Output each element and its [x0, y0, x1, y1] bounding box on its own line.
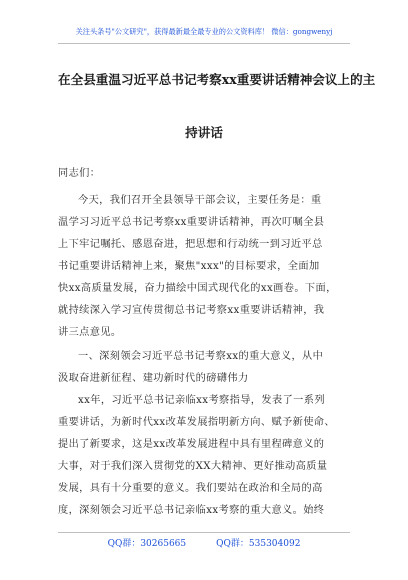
document-title-line1: 在全县重温习近平总书记考察xx重要讲话精神会议上的主	[58, 72, 376, 87]
paragraph-line: 大事，对于我们深入贯彻党的XX大精神、更好推动高质量	[58, 461, 328, 472]
paragraph-line: 温学习习近平总书记考察xx重要讲话精神，再次叮嘱全县	[58, 217, 325, 228]
paragraph-line: 今天，我们召开全县领导干部会议，主要任务是：重	[78, 195, 322, 206]
paragraph-1	[58, 190, 350, 344]
paragraph-line: 上下牢记嘱托、感恩奋进，把思想和行动统一到习近平总	[58, 239, 323, 250]
footer-divider	[58, 532, 350, 533]
footer-qq-group-2: QQ群：535304092	[216, 539, 301, 549]
section-heading-line: 汲取奋进新征程、建功新时代的磅礴伟力	[58, 373, 249, 384]
paragraph-line: xx年，习近平总书记亲临xx考察指导，发表了一系列	[78, 395, 325, 406]
section-heading-line: 一、深刻领会习近平总书记考察xx的重大意义，从中	[78, 351, 324, 362]
paragraph-3	[58, 390, 350, 522]
footer-qq-group-1: QQ群：30265665	[107, 539, 187, 549]
salutation	[58, 163, 350, 185]
paragraph-line: 重要讲话，为新时代xx改革发展指明新方向、赋予新使命、	[58, 417, 335, 428]
footer	[58, 536, 350, 549]
salutation-text: 同志们：	[58, 168, 101, 179]
paragraph-line: 书记重要讲话精神上来，聚焦"xxx"的目标要求，全面加	[58, 261, 320, 272]
paragraph-line: 讲三点意见。	[58, 327, 122, 338]
header-note: 关注头条号"公文研究"，获得最新最全最专业的公文资料库！ 微信：gongwenyj	[75, 27, 333, 36]
paragraph-line: 提出了新要求，这是xx改革发展进程中具有里程碑意义的	[58, 439, 325, 450]
header-divider	[58, 43, 350, 44]
paragraph-line: 度，深刻领会习近平总书记亲临xx考察的重大意义。始终	[58, 505, 325, 516]
paragraph-line: 发展，具有十分重要的意义。我们要站在政治和全局的高	[58, 483, 323, 494]
document-title-line2: 持讲话	[185, 125, 223, 140]
section-heading-1	[58, 346, 350, 390]
paragraph-line: 快xx高质量发展，奋力描绘中国式现代化的xx画卷。下面，	[58, 283, 337, 294]
paragraph-line: 就持续深入学习宣传贯彻总书记考察xx重要讲话精神，我	[58, 305, 325, 316]
